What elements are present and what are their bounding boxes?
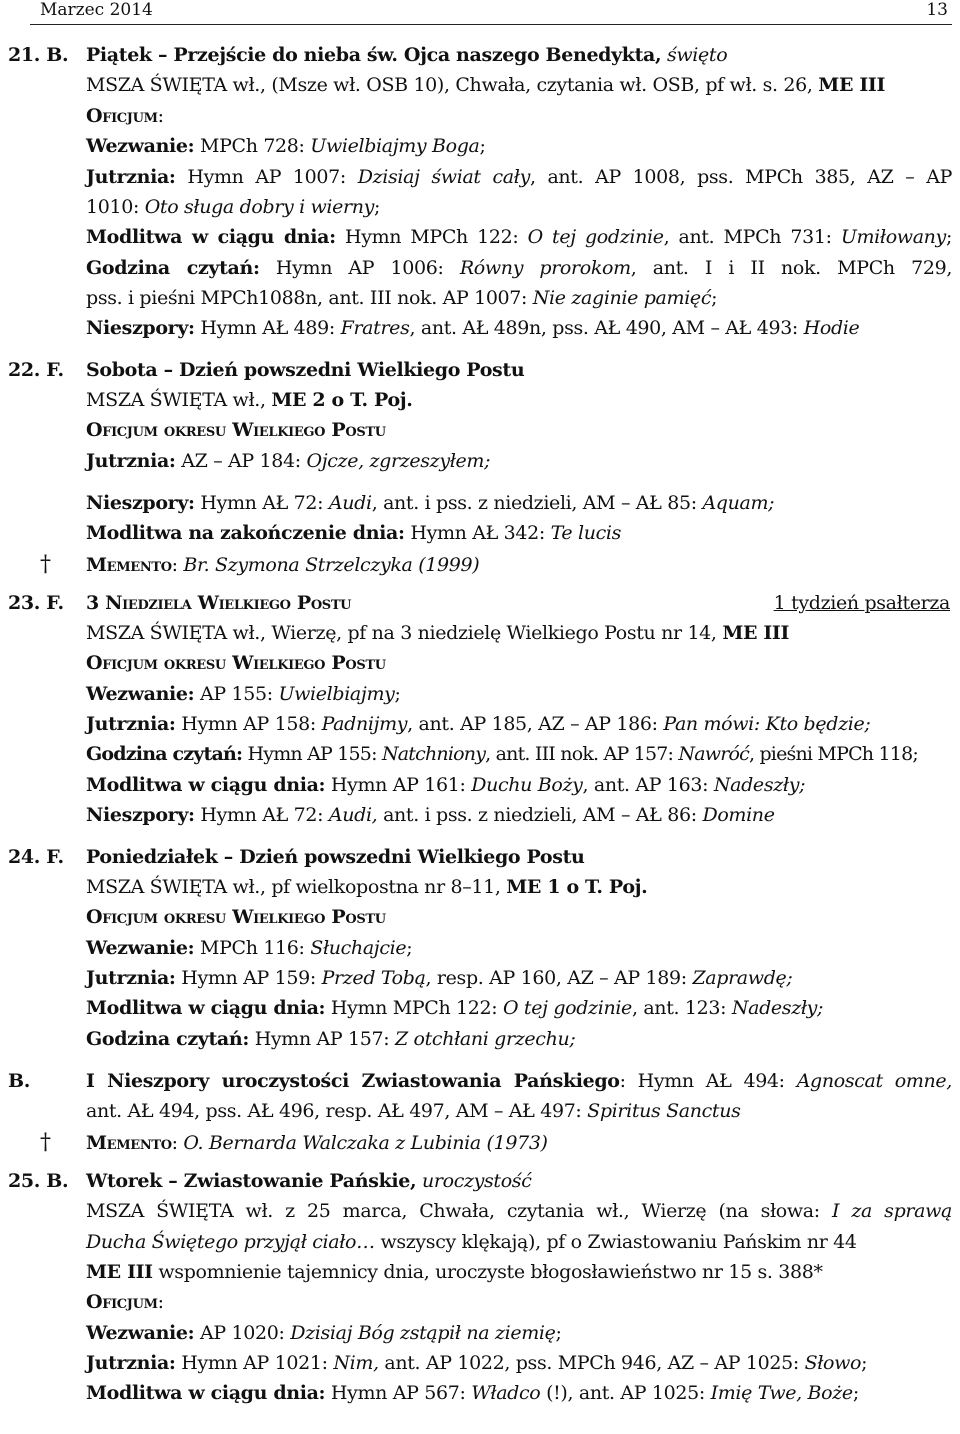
text-line (0, 355, 960, 385)
line-text: Modlitwa na zakończenie dnia: Hymn AŁ 342: Te lucis (86, 522, 622, 544)
text-line (0, 385, 960, 415)
line-text: Modlitwa w ciągu dnia: Hymn AP 567: Władco (!), ant. AP 1025: Imię Twe, Boże; (86, 1382, 859, 1404)
line-text: Wezwanie: MPCh 728: Uwielbiajmy Boga; (86, 135, 486, 157)
text-line (0, 1166, 960, 1196)
line-text: Ducha Świętego przyjął ciało… wszyscy klękają), pf o Zwiastowaniu Pańskim nr 44 (86, 1231, 857, 1253)
line-text: Wezwanie: MPCh 116: Słuchajcie; (86, 937, 413, 959)
line-text: I Nieszpory uroczystości Zwiastowania Pańskiego: Hymn AŁ 494: Agnoscat omne, (86, 1070, 952, 1092)
line-text: Jutrznia: AZ – AP 184: Ojcze, zgrzeszyłem; (86, 450, 491, 472)
line-text: Godzina czytań: Hymn AP 157: Z otchłani grzechu; (86, 1028, 576, 1050)
text-line (0, 679, 960, 709)
line-text: Memento: O. Bernarda Walczaka z Lubinia (1973) (86, 1132, 548, 1154)
line-text: Nieszpory: Hymn AŁ 72: Audi, ant. i pss. z niedzieli, AM – AŁ 86: Domine (86, 804, 775, 826)
line-text: Oficjum: (86, 105, 164, 127)
line-text: 1010: Oto sługa dobry i wierny; (86, 196, 381, 218)
page-header (40, 0, 948, 22)
line-text: Jutrznia: Hymn AP 159: Przed Tobą, resp. AP 160, AZ – AP 189: Zaprawdę; (86, 967, 793, 989)
text-line (0, 648, 960, 678)
text-line (0, 446, 960, 476)
text-line (0, 192, 960, 222)
text-line (0, 618, 960, 648)
line-text: Jutrznia: Hymn AP 158: Padnijmy, ant. AP 185, AZ – AP 186: Pan mówi: Kto będzie; (86, 713, 871, 735)
line-text: Jutrznia: Hymn AP 1021: Nim, ant. AP 1022, pss. MPCh 946, AZ – AP 1025: Słowo; (86, 1352, 868, 1374)
line-text: MSZA ŚWIĘTA wł. z 25 marca, Chwała, czytania wł., Wierzę (na słowa: I za sprawą (86, 1200, 952, 1222)
text-line (0, 963, 960, 993)
text-line (0, 1318, 960, 1348)
line-text: MSZA ŚWIĘTA wł., pf wielkopostna nr 8–11, ME 1 o T. Poj. (86, 876, 648, 898)
text-line (0, 842, 960, 872)
text-line (0, 1128, 960, 1158)
text-line (0, 739, 960, 769)
text-line (0, 588, 960, 618)
line-text: Modlitwa w ciągu dnia: Hymn MPCh 122: O tej godzinie, ant. MPCh 731: Umiłowany; (86, 226, 953, 248)
line-text: Wezwanie: AP 155: Uwielbiajmy; (86, 683, 401, 705)
header-rule (30, 24, 952, 25)
text-line (0, 1066, 960, 1096)
line-text: Godzina czytań: Hymn AP 1006: Równy prorokom, ant. I i II nok. MPCh 729, (86, 257, 953, 279)
text-line (0, 222, 960, 252)
line-text: MSZA ŚWIĘTA wł., (Msze wł. OSB 10), Chwała, czytania wł. OSB, pf wł. s. 26, ME III (86, 74, 885, 96)
text-line (0, 131, 960, 161)
psalter-week: 1 tydzień psałterza (773, 592, 950, 614)
text-line (0, 800, 960, 830)
page-number: 13 (926, 0, 948, 20)
line-text: Oficjum: (86, 1291, 164, 1313)
text-line (0, 283, 960, 313)
line-text: Memento: Br. Szymona Strzelczyka (1999) (86, 554, 480, 576)
dagger-icon: † (40, 552, 51, 577)
line-text: Nieszpory: Hymn AŁ 72: Audi, ant. i pss. z niedzieli, AM – AŁ 85: Aquam; (86, 492, 775, 514)
text-line (0, 709, 960, 739)
line-text: pss. i pieśni MPCh1088n, ant. III nok. AP 1007: Nie zaginie pamięć; (86, 287, 718, 309)
line-text: Wtorek – Zwiastowanie Pańskie, uroczystość (86, 1170, 532, 1192)
line-text: Oficjum okresu Wielkiego Postu (86, 906, 386, 928)
text-line (0, 518, 960, 548)
line-text: Modlitwa w ciągu dnia: Hymn AP 161: Duchu Boży, ant. AP 163: Nadeszły; (86, 774, 806, 796)
text-line (0, 550, 960, 580)
line-text: Poniedziałek – Dzień powszedni Wielkiego Postu (86, 846, 585, 868)
text-line (0, 1096, 960, 1126)
text-line (0, 933, 960, 963)
text-line (0, 1348, 960, 1378)
day-label: B. (8, 1070, 30, 1092)
dagger-icon: † (40, 1130, 51, 1155)
line-text: ME III wspomnienie tajemnicy dnia, uroczyste błogosławieństwo nr 15 s. 388* (86, 1261, 823, 1283)
line-text: MSZA ŚWIĘTA wł., ME 2 o T. Poj. (86, 389, 413, 411)
line-text: Oficjum okresu Wielkiego Postu (86, 652, 386, 674)
text-line (0, 70, 960, 100)
text-line (0, 872, 960, 902)
text-line (0, 770, 960, 800)
text-line (0, 1287, 960, 1317)
line-text: MSZA ŚWIĘTA wł., Wierzę, pf na 3 niedzielę Wielkiego Postu nr 14, ME III (86, 622, 790, 644)
text-line (0, 993, 960, 1023)
line-text: Sobota – Dzień powszedni Wielkiego Postu (86, 359, 525, 381)
day-label: 23. F. (8, 592, 64, 614)
line-text: 3 Niedziela Wielkiego Postu (86, 592, 352, 614)
text-line (0, 253, 960, 283)
text-line (0, 1378, 960, 1408)
text-line (0, 902, 960, 932)
day-label: 22. F. (8, 359, 64, 381)
line-text: Modlitwa w ciągu dnia: Hymn MPCh 122: O tej godzinie, ant. 123: Nadeszły; (86, 997, 824, 1019)
text-line (0, 1257, 960, 1287)
line-text: Godzina czytań: Hymn AP 155: Natchniony, ant. III nok. AP 157: Nawróć, pieśni MPCh 118; (86, 743, 918, 765)
line-text: Nieszpory: Hymn AŁ 489: Fratres, ant. AŁ 489n, pss. AŁ 490, AM – AŁ 493: Hodie (86, 317, 860, 339)
text-line (0, 40, 960, 70)
text-line (0, 101, 960, 131)
text-line (0, 1227, 960, 1257)
text-line (0, 1024, 960, 1054)
line-text: Piątek – Przejście do nieba św. Ojca naszego Benedykta, święto (86, 44, 728, 66)
text-line (0, 1196, 960, 1226)
line-text: Jutrznia: Hymn AP 1007: Dzisiaj świat cały, ant. AP 1008, pss. MPCh 385, AZ – AP (86, 166, 953, 188)
text-line (0, 415, 960, 445)
day-label: 21. B. (8, 44, 69, 66)
day-label: 25. B. (8, 1170, 69, 1192)
text-line (0, 313, 960, 343)
line-text: Oficjum okresu Wielkiego Postu (86, 419, 386, 441)
header-month: Marzec 2014 (40, 0, 153, 20)
line-text: ant. AŁ 494, pss. AŁ 496, resp. AŁ 497, AM – AŁ 497: Spiritus Sanctus (86, 1100, 741, 1122)
day-label: 24. F. (8, 846, 64, 868)
text-line (0, 488, 960, 518)
line-text: Wezwanie: AP 1020: Dzisiaj Bóg zstąpił na ziemię; (86, 1322, 562, 1344)
text-line (0, 162, 960, 192)
